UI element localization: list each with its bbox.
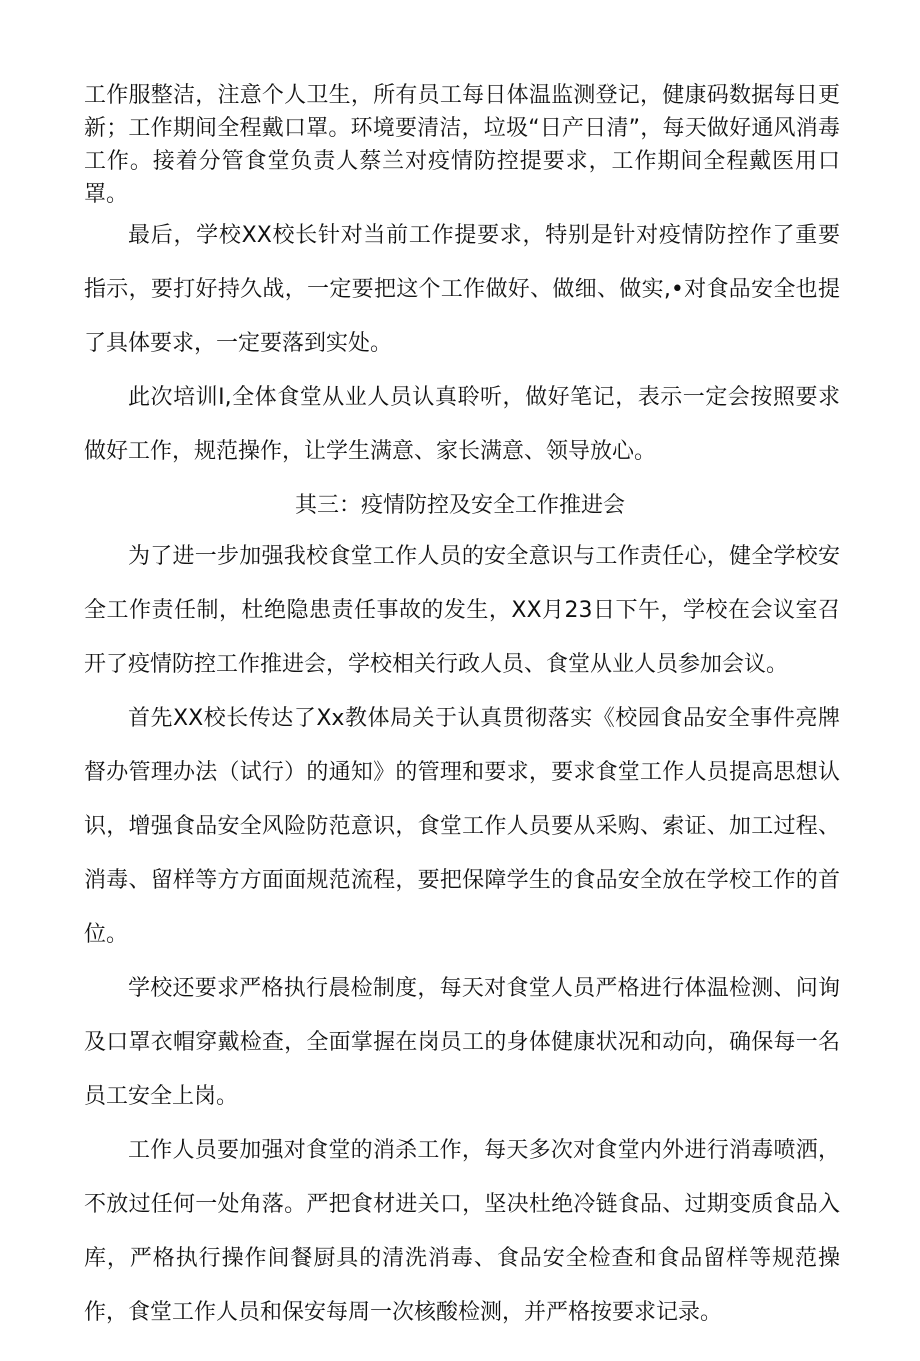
paragraph-meeting-introduction: 为了进一步加强我校食堂工作人员的安全意识与工作责任心，健全学校安全工作责任制，杜绝隐患责任事故的发生，XX月23日下午，学校在会议室召开了疫情防控工作推进会，学校相关行政人员、食堂从业人员参加会议。: [84, 544, 840, 677]
paragraph-food-safety-directive: 首先XX校长传达了Xx教体局关于认真贯彻落实《校园食品安全事件亮牌督办管理办法（试行）的通知》的管理和要求，要求食堂工作人员提高思想认识，增强食品安全风险防范意识，食堂工作人员要从采购、索证、加工过程、消毒、留样等方方面面规范流程，要把保障学生的食品安全放在学校工作的首位。: [84, 706, 840, 947]
paragraph-training-summary: 此次培训I,全体食堂从业人员认真聆听，做好笔记，表示一定会按照要求做好工作，规范操作，让学生满意、家长满意、领导放心。: [84, 385, 840, 464]
paragraph-morning-inspection: 学校还要求严格执行晨检制度，每天对食堂人员严格进行体温检测、问询及口罩衣帽穿戴检查，全面掌握在岗员工的身体健康状况和动向，确保每一名员工安全上岗。: [84, 976, 840, 1109]
paragraph-hygiene-requirements: 工作服整洁，注意个人卫生，所有员工每日体温监测登记，健康码数据每日更新；工作期间全程戴口罩。环境要清洁，垃圾“日产日清”，每天做好通风消毒工作。接着分管食堂负责人蔡兰对疫情防控提要求，工作期间全程戴医用口罩。: [84, 83, 840, 207]
paragraph-principal-instructions: 最后，学校XX校长针对当前工作提要求，特别是针对疫情防控作了重要指示，要打好持久战，一定要把这个工作做好、做细、做实,•对食品安全也提了具体要求，一定要落到实处。: [84, 223, 840, 356]
paragraph-disinfection-work: 工作人员要加强对食堂的消杀工作，每天多次对食堂内外进行消毒喷洒，不放过任何一处角落。严把食材进关口，坚决杜绝冷链食品、过期变质食品入库，严格执行操作间餐厨具的清洗消毒、食品安全检查和食品留样等规范操作，食堂工作人员和保安每周一次核酸检测，并严格按要求记录。: [84, 1138, 840, 1325]
section-heading: 其三：疫情防控及安全工作推进会: [294, 493, 625, 518]
